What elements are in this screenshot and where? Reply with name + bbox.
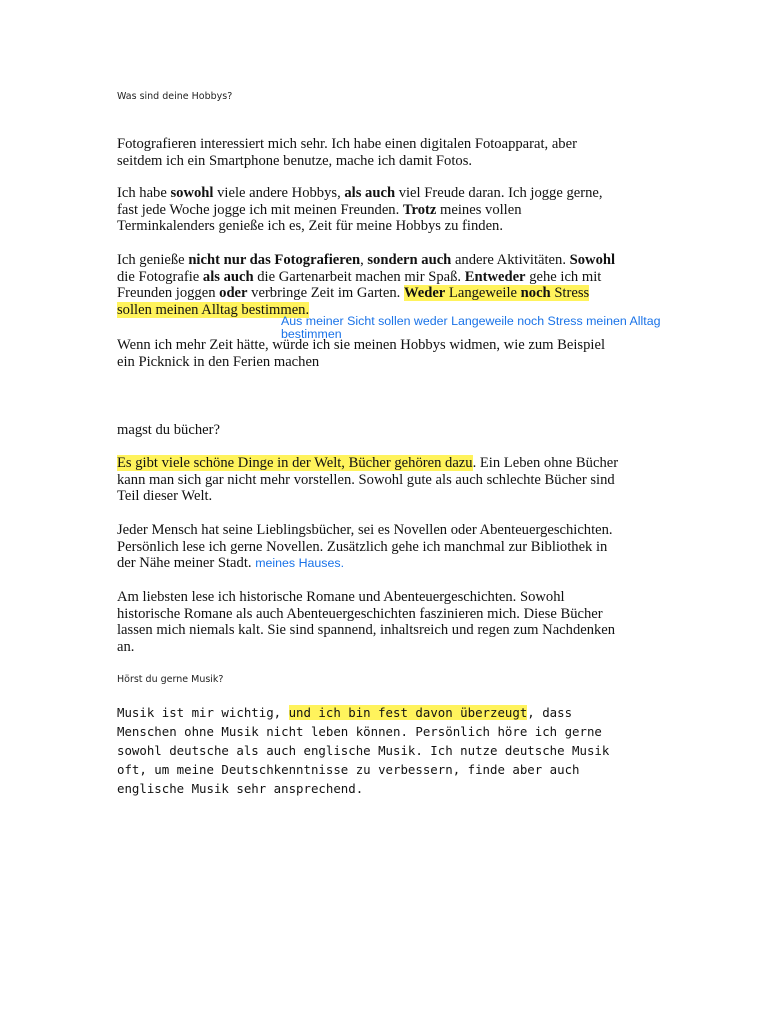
text-run: Musik ist mir wichtig, (117, 705, 289, 720)
heading-hobbys: Was sind deine Hobbys? (117, 91, 233, 102)
text-line: magst du bücher? (117, 422, 220, 438)
bold-run: Trotz (402, 201, 437, 218)
text-line: Teil dieser Welt. (117, 488, 213, 505)
correction-inline: meines Hauses. (255, 556, 345, 571)
text-run: meines vollen (436, 201, 522, 218)
comment-line: bestimmen (281, 327, 342, 341)
text-run: . Ein Leben ohne Bücher (472, 455, 619, 471)
bold-run: sowohl (170, 185, 214, 201)
bold-run: als auch (344, 185, 396, 201)
highlighted-run: sollen meinen Alltag bestimmen. (117, 301, 310, 318)
text-line: Terminkalenders genieße ich es, Zeit für meine Hobbys zu finden. (117, 218, 503, 235)
paragraph-musik (117, 703, 677, 798)
text-line: lassen mich niemals kalt. Sie sind spannend, inhaltsreich und regen zum Nachdenken (117, 622, 616, 639)
text-run: Ich genieße (117, 252, 189, 268)
heading-musik: Hörst du gerne Musik? (117, 674, 224, 685)
paragraph-lieblingsbuecher (117, 522, 677, 572)
paragraph-romane (117, 589, 677, 655)
question-buecher (117, 422, 677, 439)
text-run: die Gartenarbeit machen mir Spaß. (253, 268, 465, 285)
bold-run: oder (219, 285, 248, 302)
bold-run: Entweder (464, 268, 526, 285)
text-run: Freunden joggen (117, 285, 220, 302)
text-run: Ich habe (117, 185, 171, 201)
text-run: gehe ich mit (525, 268, 602, 285)
text-line (117, 185, 677, 202)
text-run: andere Aktivitäten. (451, 252, 570, 268)
text-line: ein Picknick in den Ferien machen (117, 353, 320, 370)
text-line: kann man sich gar nicht mehr vorstellen. Sowohl gute als auch schlechte Bücher sind (117, 471, 615, 488)
text-line: Wenn ich mehr Zeit hätte, würde ich sie meinen Hobbys widmen, wie zum Beispiel (117, 337, 605, 353)
paragraph-mehr-zeit (117, 337, 677, 370)
text-line: historische Romane als auch Abenteuergeschichten faszinieren mich. Diese Bücher (117, 605, 603, 622)
highlighted-run: Es gibt viele schöne Dinge in der Welt, Bücher gehören dazu (117, 455, 473, 471)
highlighted-run: und ich bin fest davon überzeugt (288, 705, 528, 720)
text-line (117, 252, 677, 269)
text-line: an. (117, 638, 135, 655)
text-line (117, 269, 677, 286)
text-run: , (360, 252, 368, 268)
bold-run: noch (520, 285, 551, 302)
paragraph-hobbys (117, 185, 677, 235)
text-line (117, 555, 677, 572)
bold-run: nicht nur das Fotografieren (188, 252, 361, 268)
paragraph-fotografieren (117, 136, 677, 169)
text-line: Am liebsten lese ich historische Romane und Abenteuergeschichten. Sowohl (117, 589, 565, 605)
highlighted-run (404, 285, 589, 301)
bold-run: sondern auch (367, 252, 452, 268)
text-line: seitdem ich ein Smartphone benutze, mache ich damit Fotos. (117, 152, 473, 169)
text-line: Fotografieren interessiert mich sehr. Ich habe einen digitalen Fotoapparat, aber (117, 136, 577, 152)
text-line (117, 455, 677, 472)
text-line (117, 285, 677, 302)
text-line (117, 202, 677, 219)
text-run: die Fotografie (117, 268, 203, 285)
text-line: sowohl deutsche als auch englische Musik. Ich nutze deutsche Musik (117, 743, 610, 758)
text-run: fast jede Woche jogge ich mit meinen Freunden. (117, 201, 403, 218)
text-line: Menschen ohne Musik nicht leben können. Persönlich höre ich gerne (117, 724, 602, 739)
text-line: englische Musik sehr ansprechend. (117, 781, 364, 796)
comment-line: Aus meiner Sicht sollen weder Langeweile noch Stress meinen Alltag (281, 314, 661, 328)
bold-run: als auch (202, 268, 254, 285)
text-run: verbringe Zeit im Garten. (247, 285, 404, 302)
text-run: Stress (550, 285, 590, 302)
bold-run: Sowohl (569, 252, 616, 268)
text-run: viele andere Hobbys, (213, 185, 345, 201)
text-line (117, 703, 677, 722)
text-run: , dass (527, 705, 573, 720)
paragraph-geniesse (117, 252, 677, 318)
text-run: viel Freude daran. Ich jogge gerne, (395, 185, 603, 201)
text-line: Jeder Mensch hat seine Lieblingsbücher, sei es Novellen oder Abenteuergeschichten. (117, 522, 613, 538)
text-line: oft, um meine Deutschkenntnisse zu verbessern, finde aber auch (117, 762, 580, 777)
paragraph-buecher (117, 455, 677, 505)
text-run: der Nähe meiner Stadt. (117, 555, 256, 572)
text-run: Langeweile (445, 285, 521, 302)
text-line: Persönlich lese ich gerne Novellen. Zusätzlich gehe ich manchmal zur Bibliothek in (117, 538, 608, 555)
bold-run: Weder (403, 285, 446, 302)
